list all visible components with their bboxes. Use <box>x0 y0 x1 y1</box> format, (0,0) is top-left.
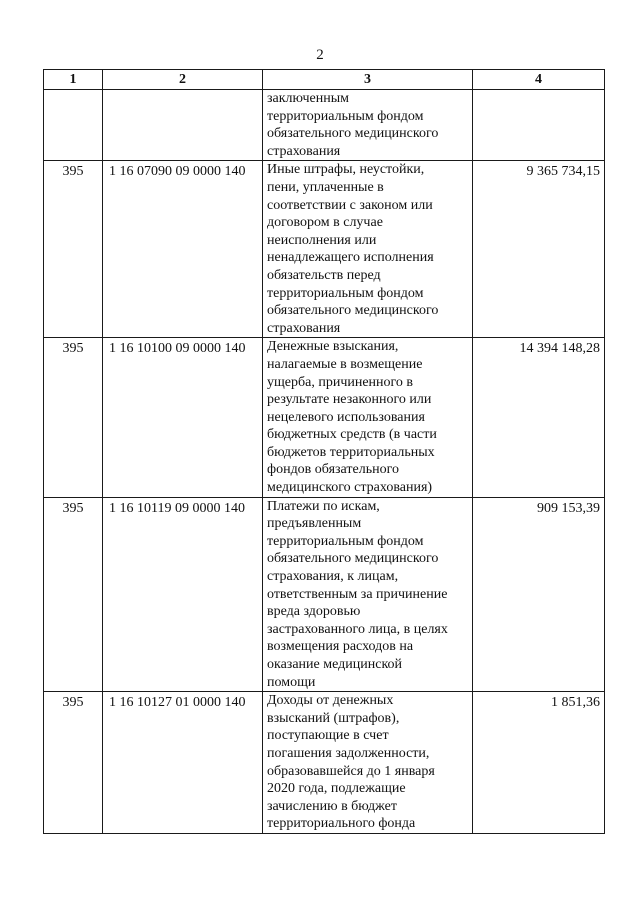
admin-code-cell: 395 <box>44 497 103 692</box>
income-name-line: территориальным фондом <box>267 285 424 301</box>
budget-code-cell: 1 16 10119 09 0000 140 <box>103 497 263 692</box>
income-name-line: нецелевого использования <box>267 409 425 425</box>
income-name-line: неисполнения или <box>267 232 377 248</box>
income-name-line: поступающие в счет <box>267 728 389 744</box>
income-name-line: вреда здоровью <box>267 604 361 620</box>
column-header-4: 4 <box>473 70 605 90</box>
income-name-line: заключенным <box>267 91 349 106</box>
income-name-line: налагаемые в возмещение <box>267 356 423 372</box>
income-name-cell <box>263 692 473 834</box>
income-name-cell <box>263 497 473 692</box>
table-row <box>44 90 605 161</box>
income-name-line: взысканий (штрафов), <box>267 710 400 726</box>
amount-cell: 1 851,36 <box>473 692 605 834</box>
income-name-line: пени, уплаченные в <box>267 179 384 195</box>
income-name-cell <box>263 338 473 497</box>
income-name-line: Платежи по искам, <box>267 498 380 514</box>
amount-cell: 9 365 734,15 <box>473 161 605 338</box>
income-name-line: оказание медицинской <box>267 657 403 672</box>
income-name-line: обязательного медицинского <box>267 303 439 319</box>
income-name-line: ответственным за причинение <box>267 586 448 602</box>
income-name-line: бюджетов территориальных <box>267 444 435 460</box>
income-name-line: страхования, к лицам, <box>267 569 399 585</box>
table-row <box>44 692 605 834</box>
column-header-2: 2 <box>103 70 263 90</box>
amount-cell: 909 153,39 <box>473 497 605 692</box>
admin-code-cell <box>44 90 103 161</box>
income-name-line: медицинского страхования) <box>267 480 433 496</box>
income-name-line: страхования <box>267 320 341 336</box>
income-name-line: ущерба, причиненного в <box>267 374 414 390</box>
admin-code-cell: 395 <box>44 692 103 834</box>
admin-code-cell: 395 <box>44 161 103 338</box>
income-name-line: обязательств перед <box>267 267 381 283</box>
income-name-line: территориального фонда <box>267 816 416 832</box>
income-name-line: Иные штрафы, неустойки, <box>267 162 425 178</box>
income-name-line: обязательного медицинского <box>267 126 439 142</box>
budget-code-cell: 1 16 10127 01 0000 140 <box>103 692 263 834</box>
income-name-line: предъявленным <box>267 516 362 532</box>
table-header-row <box>44 70 605 90</box>
income-name-cell <box>263 90 473 161</box>
budget-code-cell: 1 16 10100 09 0000 140 <box>103 338 263 497</box>
amount-cell <box>473 90 605 161</box>
income-name-line: страхования <box>267 143 341 159</box>
budget-code-cell <box>103 90 263 161</box>
income-name-line: ненадлежащего исполнения <box>267 250 434 266</box>
income-name-line: бюджетных средств (в части <box>267 427 437 443</box>
column-header-1: 1 <box>44 70 103 90</box>
income-name-line: соответствии с законом или <box>267 197 433 213</box>
income-name-line: погашения задолженности, <box>267 745 430 761</box>
income-name-line: 2020 года, подлежащие <box>267 781 406 797</box>
budget-code-cell: 1 16 07090 09 0000 140 <box>103 161 263 338</box>
table-row <box>44 338 605 497</box>
page-number: 2 <box>316 47 324 63</box>
income-name-line: фондов обязательного <box>267 462 399 478</box>
income-name-line: помощи <box>267 674 316 690</box>
income-name-line: образовавшейся до 1 января <box>267 763 435 779</box>
income-name-line: застрахованного лица, в целях <box>267 621 448 637</box>
income-name-line: обязательного медицинского <box>267 551 439 567</box>
income-name-line: территориальным фондом <box>267 108 424 124</box>
table-row <box>44 161 605 338</box>
column-header-3: 3 <box>263 70 473 90</box>
income-name-line: договором в случае <box>267 215 383 231</box>
income-name-line: результате незаконного или <box>267 392 432 408</box>
income-name-line: зачислению в бюджет <box>267 798 397 814</box>
amount-cell: 14 394 148,28 <box>473 338 605 497</box>
income-name-line: возмещения расходов на <box>267 639 414 655</box>
revenue-table <box>43 69 605 834</box>
income-name-cell <box>263 161 473 338</box>
table-row <box>44 497 605 692</box>
income-name-line: Доходы от денежных <box>267 693 394 709</box>
income-name-line: территориальным фондом <box>267 533 424 549</box>
admin-code-cell: 395 <box>44 338 103 497</box>
income-name-line: Денежные взыскания, <box>267 339 399 355</box>
